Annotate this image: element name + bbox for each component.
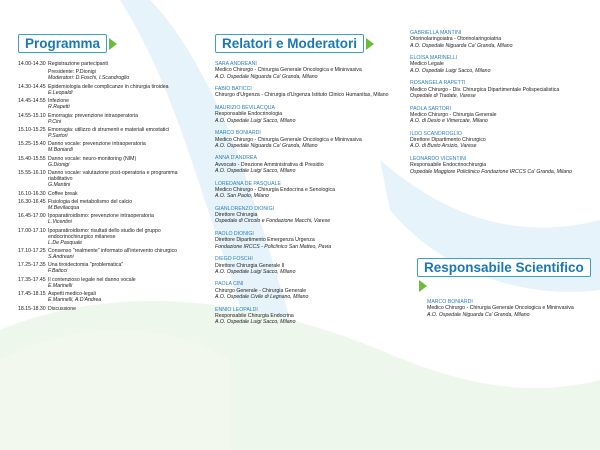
programma-text — [48, 306, 203, 312]
programma-row — [18, 213, 203, 225]
arrow-icon — [366, 38, 374, 50]
speaker-role: Responsabile Endocrinologia — [215, 111, 283, 118]
speaker-block — [410, 55, 595, 74]
programma-row — [18, 84, 203, 96]
speaker-role: Medico Chirurgo - Chirurgia Generale Oncologica e Mininvasiva — [215, 67, 362, 74]
speaker-place: A.O. Ospedale Civile di Legnano, Milano — [215, 293, 309, 300]
programma-speaker: G.Dionigi — [48, 161, 70, 168]
speaker-role: Chirurgo Generale - Chirurgia Generale — [215, 287, 307, 294]
speaker-place: A.O. Ospedale Luigi Sacco, Milano — [215, 168, 296, 175]
programma-text — [48, 248, 203, 260]
programma-time: 18.15-18.30 — [18, 305, 46, 312]
programma-speaker: R.Rapetti — [48, 104, 70, 111]
speaker-place: A.O. Ospedale Luigi Sacco, Milano — [215, 268, 296, 275]
responsabile-role: Medico Chirurgo - Chirurgia Generale Oncologica e Mininvasiva — [427, 305, 574, 312]
speaker-role: Medico Legale — [410, 61, 444, 68]
programma-desc: Ipoparatiroidismo: prevenzione intraoperatoria — [48, 213, 154, 220]
programma-text — [48, 199, 203, 211]
programma-row — [18, 98, 203, 110]
programma-title: Programma — [18, 34, 107, 53]
speaker-place: Ospedale di Tradate, Varese — [410, 92, 476, 99]
programma-row — [18, 291, 203, 303]
responsabile-title: Responsabile Scientifico — [417, 258, 591, 277]
speaker-name: PAOLO DIONIGI — [215, 231, 254, 238]
programma-time — [18, 69, 48, 81]
speaker-place: A.O. Ospedale Luigi Sacco, Milano — [410, 67, 491, 74]
programma-desc: Coffee break — [48, 190, 78, 197]
speaker-place: A.O. Ospedale Niguarda Ca' Granda, Milano — [410, 42, 513, 49]
speaker-block — [215, 155, 400, 174]
speaker-name: ANNA D'ANDREA — [215, 155, 257, 162]
speaker-name: PAOLA CINI — [215, 281, 244, 288]
programma-desc: Il contenzioso legale nel danno vocale — [48, 276, 136, 283]
speaker-name: LOREDANA DE PASQUALE — [215, 180, 281, 187]
programma-speaker: E.Leopaldi — [48, 89, 73, 96]
programma-desc: Presidente: P.Dionigi — [48, 69, 96, 76]
relatori-list — [215, 61, 400, 325]
programma-desc: Una tiroidectomia "problematica" — [48, 262, 124, 269]
speaker-place: Ospedale Maggiore Policlinico Fondazione IRCCS Ca' Granda, Milano — [410, 168, 572, 175]
speaker-name: LEONARDO VICENTINI — [410, 155, 467, 162]
programma-time: 14.30-14.45 — [18, 83, 46, 90]
programma-desc: Epidemiologia delle complicanze in chirurgia tiroidea — [48, 83, 169, 90]
programma-text — [48, 113, 203, 125]
programma-row — [18, 156, 203, 168]
speaker-block — [215, 206, 400, 225]
speaker-role: Direttore Dipartimento Chirurgico — [410, 137, 486, 144]
programma-row — [18, 191, 203, 197]
speaker-block — [215, 181, 400, 200]
programma-text — [48, 262, 203, 274]
speaker-role: Direttore Dipartimento Emergenza Urgenza — [215, 237, 315, 244]
programma-text — [48, 156, 203, 168]
programma-desc: Aspetti medico-legali — [48, 291, 96, 298]
speaker-place: A.O. di Desio e Vimercate, Milano — [410, 118, 488, 125]
arrow-icon — [109, 38, 117, 50]
programma-time: 14.45-14.55 — [18, 98, 46, 105]
speaker-block — [215, 61, 400, 80]
programma-panel — [18, 34, 203, 314]
programma-text — [48, 228, 203, 246]
programma-time: 14.55-15.10 — [18, 112, 46, 119]
programma-speaker: G.Mantini — [48, 182, 71, 189]
programma-desc: Registrazione partecipanti — [48, 61, 108, 67]
programma-time: 16.10-16.30 — [18, 190, 46, 197]
programma-row — [18, 306, 203, 312]
programma-time: 17.25-17.35 — [18, 262, 46, 269]
programma-desc: Consenso "realmente" informato all'intervento chirurgico — [48, 248, 177, 255]
speaker-role: Responsabile Endocrinochirurgia — [410, 162, 487, 169]
relatori-title: Relatori e Moderatori — [215, 34, 364, 53]
programma-speaker: M.Bevilacqua — [48, 204, 80, 211]
programma-desc: Emorragia: prevenzione intraoperatoria — [48, 112, 138, 119]
programma-row — [18, 170, 203, 188]
speaker-block — [410, 131, 595, 150]
programma-row — [18, 228, 203, 246]
speaker-role: Medico Chirurgo - Chirurgia Generale — [410, 111, 497, 118]
programma-text — [48, 291, 203, 303]
programma-row — [18, 61, 203, 67]
relatori-panel-continued — [410, 30, 595, 181]
responsabile-panel — [417, 258, 597, 324]
programma-text — [48, 141, 203, 153]
programma-time: 17.10-17.25 — [18, 248, 46, 255]
speaker-place: A.O. San Paolo, Milano — [215, 193, 269, 200]
programma-text — [48, 191, 203, 197]
programma-text — [48, 84, 203, 96]
programma-text — [48, 170, 203, 188]
programma-text — [48, 61, 203, 67]
programma-time: 15.25-15.40 — [18, 141, 46, 148]
programma-desc: Infezione — [48, 98, 70, 105]
programma-desc: Discussione — [48, 305, 76, 312]
programma-speaker: S.Andreani — [48, 254, 74, 261]
programma-time: 16.45-17.00 — [18, 213, 46, 220]
programma-time: 16.30-16.45 — [18, 198, 46, 205]
speaker-role: Medico Chirurgo - Div. Chirurgica Dipartimentale Polispecialistica — [410, 86, 560, 93]
speaker-name: ENNIO LEOPALDI — [215, 306, 258, 313]
programma-speaker: E.Marinelli — [48, 282, 73, 289]
responsabile-place: A.O. Ospedale Niguarda Ca' Granda, Milano — [427, 311, 530, 318]
programma-text — [48, 98, 203, 110]
programma-list — [18, 61, 203, 312]
speaker-role: Direttore Chirurgia Generale II — [215, 262, 285, 269]
speaker-block — [215, 281, 400, 300]
speaker-name: SARA ANDREANI — [215, 61, 257, 67]
programma-desc: Danno vocale: prevenzione intraoperatoria — [48, 141, 146, 148]
programma-text — [48, 127, 203, 139]
speaker-block — [410, 106, 595, 125]
programma-text — [48, 69, 203, 81]
programma-speaker: L.Vicentini — [48, 219, 72, 226]
speaker-role: Medico Chirurgo - Chirurgia Endocrina e Senologica — [215, 186, 335, 193]
relatori-list-continued — [410, 30, 595, 175]
programma-desc: Ipoparatiroidismo: risultati dello studio del gruppo endocrinochirurgico milanese — [48, 227, 161, 240]
speaker-role: Avvocato - Direzione Amministrativa di Presidio — [215, 161, 324, 168]
responsabile-block — [427, 299, 597, 318]
speaker-place: A.O. Ospedale Luigi Sacco, Milano — [215, 319, 296, 326]
programma-row — [18, 69, 203, 81]
programma-row — [18, 262, 203, 274]
programma-time: 17.45-18.15 — [18, 291, 46, 298]
programma-row — [18, 141, 203, 153]
speaker-place: A.O. Ospedale Niguarda Ca' Granda, Milano — [215, 142, 318, 149]
speaker-name: GABRIELLA MANTINI — [410, 30, 462, 36]
speaker-name: ROSANGELA RAPETTI — [410, 80, 466, 87]
programma-time: 15.10-15.25 — [18, 126, 46, 133]
programma-time: 17.00-17.10 — [18, 227, 46, 234]
speaker-block — [215, 105, 400, 124]
programma-speaker: Moderatori: D.Foschi, I.Scandroglio — [48, 75, 130, 82]
programma-row — [18, 113, 203, 125]
speaker-block — [410, 156, 595, 175]
speaker-role: Otorinolaringoiatra - Otorinolaringoiatria — [410, 36, 502, 43]
speaker-block — [410, 80, 595, 99]
speaker-role: Direttore Chirurgia — [215, 212, 258, 219]
speaker-block — [215, 86, 400, 99]
speaker-name: ELOISA MARINELLI — [410, 55, 458, 62]
speaker-place: A.O. Ospedale Niguarda Ca' Granda, Milano — [215, 73, 318, 80]
speaker-role: Responsabile Chirurgia Endocrina — [215, 312, 294, 319]
programma-desc: Fisiologia del metabolismo del calcio — [48, 198, 133, 205]
programma-time: 17.35-17.45 — [18, 276, 46, 283]
programma-speaker: E.Marinelli, A.D'Andrea — [48, 297, 102, 304]
programma-speaker: M.Boniardi — [48, 147, 73, 154]
programma-desc: Danno vocale: valutazione post-operatoria e programma riabilitativo — [48, 170, 178, 183]
speaker-place: Ospedale di Circolo e Fondazione Macchi, Varese — [215, 218, 331, 225]
programma-speaker: L.De Pasquale — [48, 239, 83, 246]
speaker-block — [215, 130, 400, 149]
programma-speaker: P.Sartori — [48, 132, 68, 139]
programma-time: 14.00-14.30 — [18, 61, 46, 67]
speaker-block — [215, 256, 400, 275]
programma-row — [18, 277, 203, 289]
speaker-place: A.O. Ospedale Luigi Sacco, Milano — [215, 117, 296, 124]
programma-row — [18, 248, 203, 260]
speaker-name: MAURIZIO BEVILACQUA — [215, 105, 275, 112]
speaker-block — [410, 30, 595, 49]
speaker-name: GIANLORENZO DIONIGI — [215, 205, 275, 212]
programma-desc: Emorragia: utilizzo di strumenti e materiali emostatici — [48, 126, 170, 133]
speaker-name: ILDO SCANDROGLIO — [410, 130, 462, 137]
speaker-place: A.O. di Busto Arsizio, Varese — [410, 143, 477, 150]
programma-speaker: P.Cini — [48, 118, 62, 125]
programma-desc: Danno vocale: neuro-monitoring (NIM) — [48, 155, 137, 162]
speaker-role: Chirurgo d'Urgenza - Chirurgia d'Urgenza Istituto Clinico Humanitas, Milano — [215, 92, 389, 99]
responsabile-name: MARCO BONIARDI — [427, 299, 473, 305]
programma-time: 15.40-15.55 — [18, 155, 46, 162]
speaker-role: Medico Chirurgo - Chirurgia Generale Oncologica e Mininvasiva — [215, 136, 362, 143]
speaker-name: PAOLA SARTORI — [410, 105, 451, 112]
programma-row — [18, 127, 203, 139]
programma-text — [48, 213, 203, 225]
speaker-block — [215, 307, 400, 326]
speaker-block — [215, 231, 400, 250]
programma-row — [18, 199, 203, 211]
speaker-name: DIEGO FOSCHI — [215, 256, 253, 263]
speaker-place: Fondazione IRCCS - Policlinico San Matteo, Pavia — [215, 243, 332, 250]
programma-text — [48, 277, 203, 289]
programma-time: 15.55-16.10 — [18, 170, 46, 177]
arrow-icon — [419, 280, 427, 292]
programma-speaker: F.Baticci — [48, 268, 68, 275]
speaker-name: FABIO BATICCI — [215, 86, 252, 93]
relatori-panel — [215, 34, 400, 332]
speaker-name: MARCO BONIARDI — [215, 130, 261, 137]
